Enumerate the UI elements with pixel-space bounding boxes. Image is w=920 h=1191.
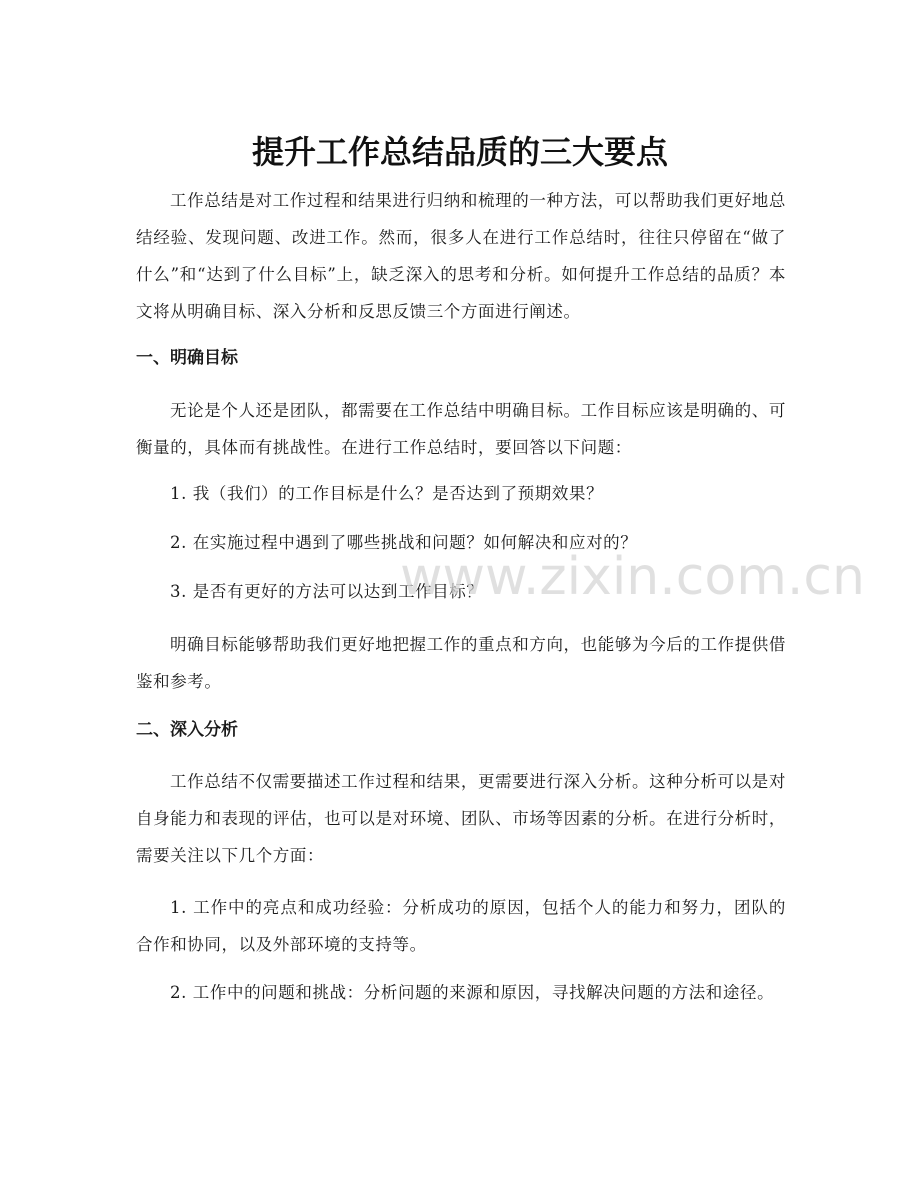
- section2-point-1: 1. 工作中的亮点和成功经验：分析成功的原因，包括个人的能力和努力，团队的合作和协同，以及外部环境的支持等。: [136, 898, 786, 954]
- list-item-3: 3. 是否有更好的方法可以达到工作目标？: [170, 582, 484, 601]
- section2-point-2: 2. 工作中的问题和挑战：分析问题的来源和原因，寻找解决问题的方法和途径。: [170, 983, 775, 1002]
- section2-paragraph-1: 工作总结不仅需要描述工作过程和结果，更需要进行深入分析。这种分析可以是对自身能力和表现的评估，也可以是对环境、团队、市场等因素的分析。在进行分析时，需要关注以下几个方面：: [136, 772, 786, 865]
- intro-paragraph: 工作总结是对工作过程和结果进行归纳和梳理的一种方法，可以帮助我们更好地总结经验、发现问题、改进工作。然而，很多人在进行工作总结时，往往只停留在“做了什么”和“达到了什么目标”上，缺乏深入的思考和分析。如何提升工作总结的品质？本文将从明确目标、深入分析和反思反馈三个方面进行阐述。: [136, 191, 786, 321]
- section-heading-2: 二、深入分析: [136, 720, 238, 740]
- watermark: www.zixin.com.cn: [400, 547, 865, 607]
- page-title: 提升工作总结品质的三大要点: [251, 133, 668, 172]
- section1-paragraph-1: 无论是个人还是团队，都需要在工作总结中明确目标。工作目标应该是明确的、可衡量的，具体而有挑战性。在进行工作总结时，要回答以下问题：: [136, 401, 786, 457]
- section1-paragraph-2: 明确目标能够帮助我们更好地把握工作的重点和方向，也能够为今后的工作提供借鉴和参考。: [136, 635, 786, 691]
- list-item-1: 1. 我（我们）的工作目标是什么？是否达到了预期效果？: [170, 484, 604, 503]
- section-heading-1: 一、明确目标: [136, 348, 238, 368]
- list-item-2: 2. 在实施过程中遇到了哪些挑战和问题？如何解决和应对的？: [170, 533, 638, 552]
